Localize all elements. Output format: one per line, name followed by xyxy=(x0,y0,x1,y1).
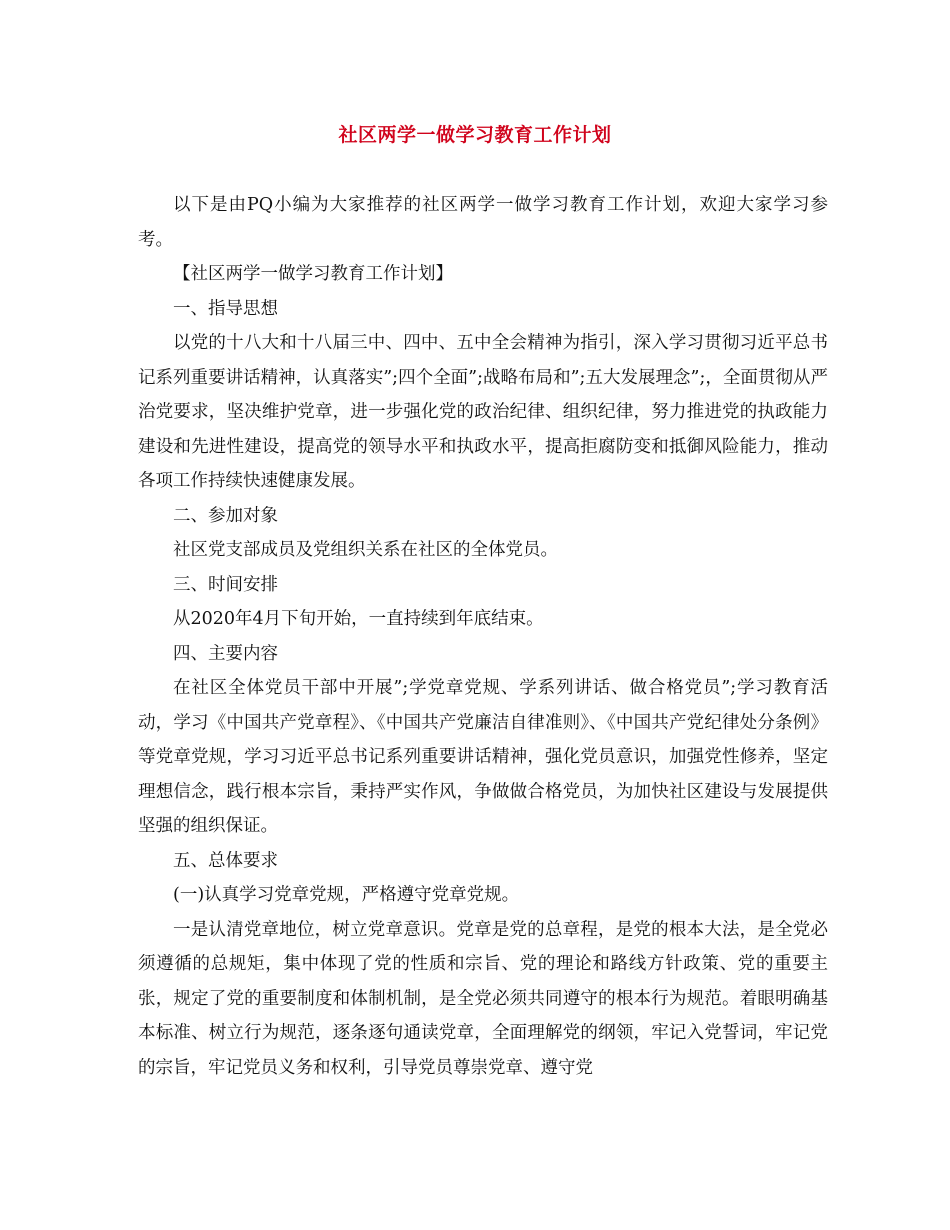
document-title: 社区两学一做学习教育工作计划 xyxy=(338,124,612,146)
section-heading-schedule: 三、时间安排 xyxy=(173,574,278,595)
section-heading-guiding-ideology: 一、指导思想 xyxy=(173,298,278,319)
paragraph-main-content: 在社区全体党员干部中开展”;学党章党规、学系列讲话、做合格党员”;学习教育活动，学习《中国共产党章程》、《中国共产党廉洁自律准则》、《中国共产党纪律处分条例》等党章党规，学习习近平总书记系列重要讲话精神，强化党员意识，加强党性修养，坚定理想信念，践行根本宗旨，秉持严实作风，争做做合格党员，为加快社区建设与发展提供坚强的组织保证。 xyxy=(138,678,828,836)
section-heading-requirements: 五、总体要求 xyxy=(173,850,278,871)
paragraph-requirement-one: 一是认清党章地位，树立党章意识。党章是党的总章程，是党的根本大法，是全党必须遵循的总规矩，集中体现了党的性质和宗旨、党的理论和路线方针政策、党的重要主张，规定了党的重要制度和体制机制，是全党必须共同遵守的根本行为规范。着眼明确基本标准、树立行为规范，逐条逐句通读党章，全面理解党的纲领，牢记入党誓词，牢记党的宗旨，牢记党员义务和权利，引导党员尊崇党章、遵守党 xyxy=(138,919,828,1078)
paragraph-schedule: 从2020年4月下旬开始，一直持续到年底结束。 xyxy=(173,609,544,629)
section-bracket-heading: 【社区两学一做学习教育工作计划】 xyxy=(173,264,453,284)
subheading-requirement-one: (一)认真学习党章党规，严格遵守党章党规。 xyxy=(173,885,520,905)
paragraph-guiding-ideology: 以党的十八大和十八届三中、四中、五中全会精神为指引，深入学习贯彻习近平总书记系列重要讲话精神，认真落实”;四个全面”;战略布局和”;五大发展理念”;，全面贯彻从严治党要求，坚决维护党章，进一步强化党的政治纪律、组织纪律，努力推进党的执政能力建设和先进性建设，提高党的领导水平和执政水平，提高拒腐防变和抵御风险能力，推动各项工作持续快速健康发展。 xyxy=(138,333,828,491)
intro-paragraph: 以下是由PQ小编为大家推荐的社区两学一做学习教育工作计划，欢迎大家学习参考。 xyxy=(138,195,828,250)
section-heading-main-content: 四、主要内容 xyxy=(173,643,278,664)
document-body xyxy=(138,188,828,1085)
section-heading-participants: 二、参加对象 xyxy=(173,505,278,526)
paragraph-participants: 社区党支部成员及党组织关系在社区的全体党员。 xyxy=(173,540,558,560)
